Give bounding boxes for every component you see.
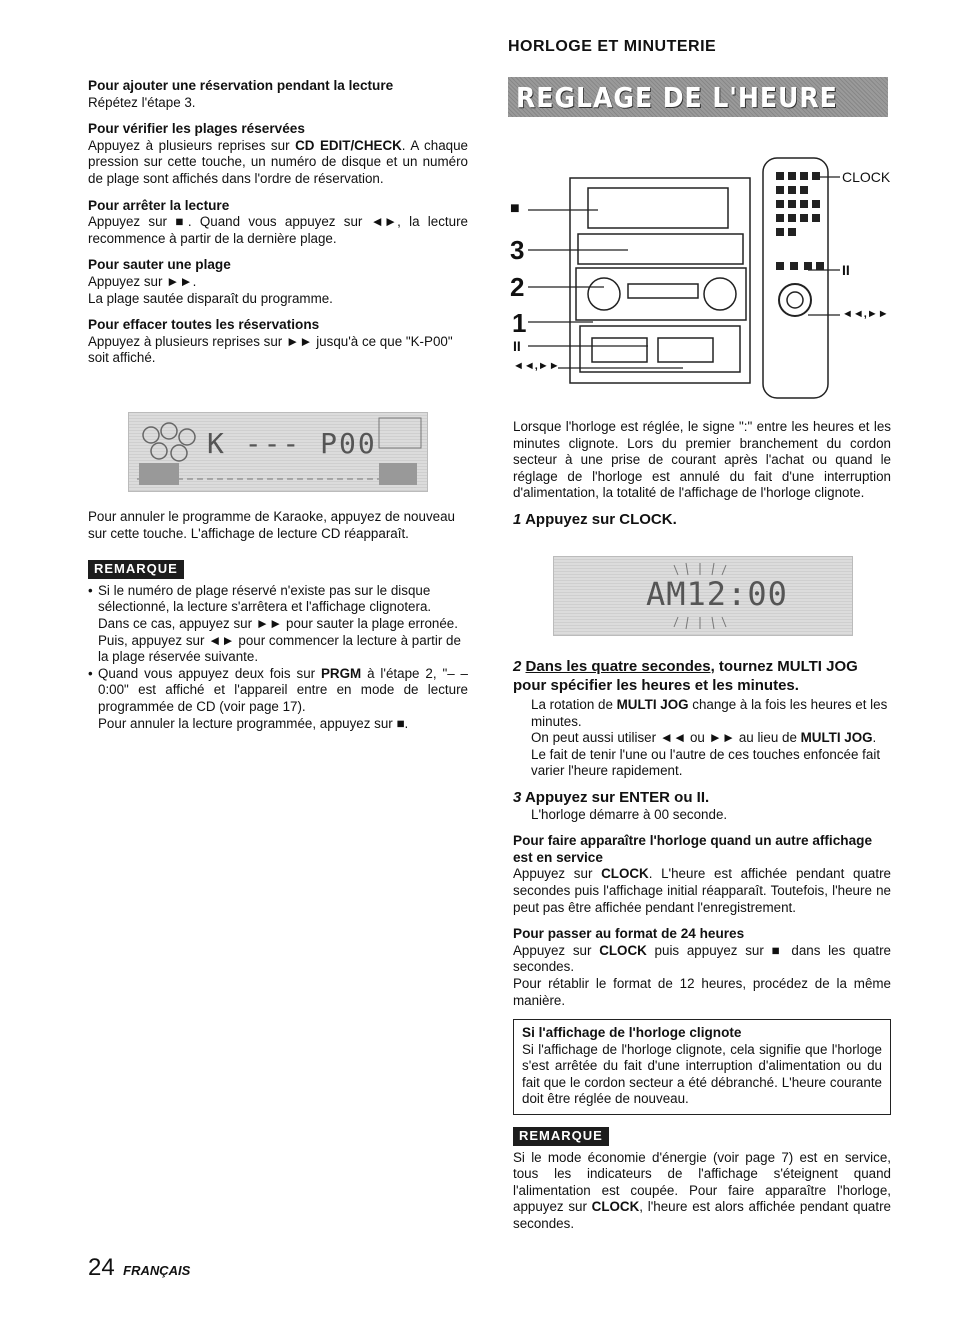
remarque-label-right: REMARQUE: [513, 1127, 609, 1146]
step2-para1: [531, 697, 891, 730]
step2-p1-bold: MULTI JOG: [616, 697, 689, 712]
bullet-prgm-cancel: Pour annuler la lecture programmée, appuyez sur ■.: [98, 715, 409, 731]
text-check-pre: Appuyez à plusieurs reprises sur: [88, 137, 296, 153]
label-clock: CLOCK: [842, 169, 891, 185]
bullet-prgm-post: à l'étape 2, "– – 0:00" est affiché et l'appareil entre en mode de lecture programmée de CD (voir page 17).: [98, 665, 468, 714]
heading-24h: Pour passer au format de 24 heures: [513, 926, 745, 942]
text-24h-restore: Pour rétablir le format de 12 heures, procédez de la même manière.: [513, 975, 891, 1008]
blink-box-title: Si l'affichage de l'horloge clignote: [522, 1025, 742, 1041]
step1-text: Appuyez sur CLOCK.: [525, 510, 677, 528]
step2-p2-pre: On peut aussi utiliser ◄◄ ou ►► au lieu de: [531, 730, 801, 746]
step2-text: tournez MULTI JOG pour spécifier les heures et les minutes.: [513, 658, 858, 694]
text-show-pre: Appuyez sur: [513, 866, 602, 882]
heading-skip-track: Pour sauter une plage: [88, 257, 231, 273]
label-stop: ■: [510, 200, 520, 217]
section-heading: HORLOGE ET MINUTERIE: [508, 38, 717, 55]
label-skip-left: ◄◄,►►: [513, 360, 560, 372]
remarque-label-left: REMARQUE: [88, 560, 184, 579]
step3-number: 3: [513, 788, 522, 806]
heading-clear-reservations: Pour effacer toutes les réservations: [88, 317, 320, 333]
text-show-post: . L'heure est affichée pendant quatre secondes puis l'affichage initial réapparaît. Toutefois, l'heure ne peut pas être affichée pendant l'enregistrement.: [513, 866, 892, 915]
text-24h-post: puis appuyez sur ■ dans les quatre secondes.: [513, 942, 892, 975]
label-step-3: 3: [510, 235, 525, 265]
text-check-post: . A chaque pression sur cette touche, un numéro de disque et un numéro de plage sont affichés dans l'ordre de réservation.: [88, 137, 468, 186]
text-intro: Lorsque l'horloge est réglée, le signe ":" entre les heures et les minutes clignote. Lors du premier branchement du cordon secteur à une prise de courant après l'achat ou quand le réglage de l'horloge est annulé du fait d'une interruption d'alimentation, la totalité de l'affichage de l'horloge clignote.: [513, 419, 891, 501]
step1-number: 1: [513, 510, 522, 528]
step3-detail: L'horloge démarre à 00 seconde.: [531, 806, 728, 822]
text-add-reservation: Répétez l'étape 3.: [88, 94, 196, 110]
step3-text: Appuyez sur ENTER ou II.: [524, 788, 710, 806]
text-clear-reservations: Appuyez à plusieurs reprises sur ►► jusqu'à ce que "K-P00" soit affiché.: [88, 333, 453, 366]
step2-p1-pre: La rotation de: [531, 697, 617, 712]
page-number: 24: [88, 1254, 115, 1281]
remarque-pre: Si le mode économie d'énergie (voir page 7) est en service, tous les indicateurs de l'affichage s'éteignent quand l'alimentation est coupée. Pour faire apparaître l'horloge, appuyez sur: [513, 1149, 891, 1215]
text-24h-bold: CLOCK: [599, 942, 647, 958]
text-24h-pre: Appuyez sur: [513, 942, 600, 958]
title-banner-text: REGLAGE DE L'HEURE: [516, 81, 838, 114]
step2-para2: [531, 730, 891, 780]
right-column-steps: [513, 657, 891, 1233]
label-pause-left: II: [513, 338, 521, 354]
left-column: [88, 78, 468, 367]
step2-p2-bold: MULTI JOG: [800, 730, 873, 746]
step2-details: [513, 697, 891, 780]
text-show-clock: [513, 866, 891, 916]
remarque-text-right: [513, 1150, 891, 1233]
label-pause-right: II: [842, 262, 850, 278]
step2-underlined: Dans les quatre secondes,: [525, 658, 715, 675]
bullet-track-not-exist: • Si le numéro de plage réservé n'existe pas sur le disque sélectionné, la lecture s'arrêtera et l'affichage clignotera.: [88, 583, 468, 616]
bullet-prgm-bold: PRGM: [321, 665, 362, 681]
text-check-bold: CD EDIT/CHECK: [295, 137, 402, 153]
bullet-prgm-pre: Quand vous appuyez deux fois sur: [98, 665, 321, 681]
blink-box: [513, 1019, 891, 1115]
text-skip-line2: La plage sautée disparaît du programme.: [88, 290, 333, 306]
right-column-intro: [513, 419, 891, 529]
text-skip-line1: Appuyez sur ►►.: [88, 273, 197, 289]
text-24h: [513, 943, 891, 976]
label-step-1: 1: [512, 308, 527, 338]
blink-box-text: Si l'affichage de l'horloge clignote, cela signifie que l'horloge s'est arrêtée du fait d'une interruption d'alimentation ou du fait que le cordon secteur a été débranché. L'heure courante doit être réglée de nouveau.: [522, 1041, 882, 1107]
heading-check-tracks: Pour vérifier les plages réservées: [88, 121, 305, 137]
label-step-2: 2: [510, 272, 525, 302]
clock-display-text: AM12:00: [646, 575, 788, 613]
label-skip-right: ◄◄,►►: [842, 308, 889, 320]
text-karaoke-note: Pour annuler le programme de Karaoke, appuyez de nouveau sur cette touche. L'affichage de lecture CD réapparaît.: [88, 509, 455, 541]
page-footer: [88, 1254, 190, 1282]
left-column-lower: [88, 509, 468, 732]
remarque-bold: CLOCK: [591, 1199, 640, 1215]
karaoke-display-text: K --- P00: [207, 427, 377, 460]
step2-p2-post: . Le fait de tenir l'une ou l'autre de ces touches enfoncée fait varier l'heure rapidement.: [531, 730, 881, 779]
step2-number: 2: [513, 658, 522, 675]
heading-stop-playback: Pour arrêter la lecture: [88, 197, 230, 213]
text-stop-playback: Appuyez sur ■. Quand vous appuyez sur ◄►, la lecture recommence à partir de la dernière plage.: [88, 214, 468, 246]
title-banner: [508, 77, 888, 117]
step2: [513, 657, 891, 695]
remarque-post: , l'heure est alors affichée pendant quatre secondes.: [513, 1199, 891, 1232]
footer-language: FRANÇAIS: [123, 1263, 191, 1278]
heading-show-clock: Pour faire apparaître l'horloge quand un autre affichage est en service: [513, 833, 872, 865]
bullet-prgm: [88, 666, 468, 716]
step1: [513, 512, 891, 529]
text-check-tracks: [88, 138, 468, 188]
bullet-track-not-exist-continued: Dans ce cas, appuyez sur ►► pour sauter la plage erronée. Puis, appuyez sur ◄► pour commencer la lecture à partir de la plage réservée suivante.: [98, 615, 461, 665]
step3: [513, 790, 891, 807]
step2-p1-post: change à la fois les heures et les minutes.: [531, 697, 888, 729]
karaoke-display-image: [128, 412, 428, 492]
clock-display-image: [553, 556, 853, 636]
stereo-diagram: [508, 150, 908, 400]
heading-add-reservation: Pour ajouter une réservation pendant la lecture: [88, 78, 394, 93]
text-show-bold: CLOCK: [601, 866, 649, 882]
